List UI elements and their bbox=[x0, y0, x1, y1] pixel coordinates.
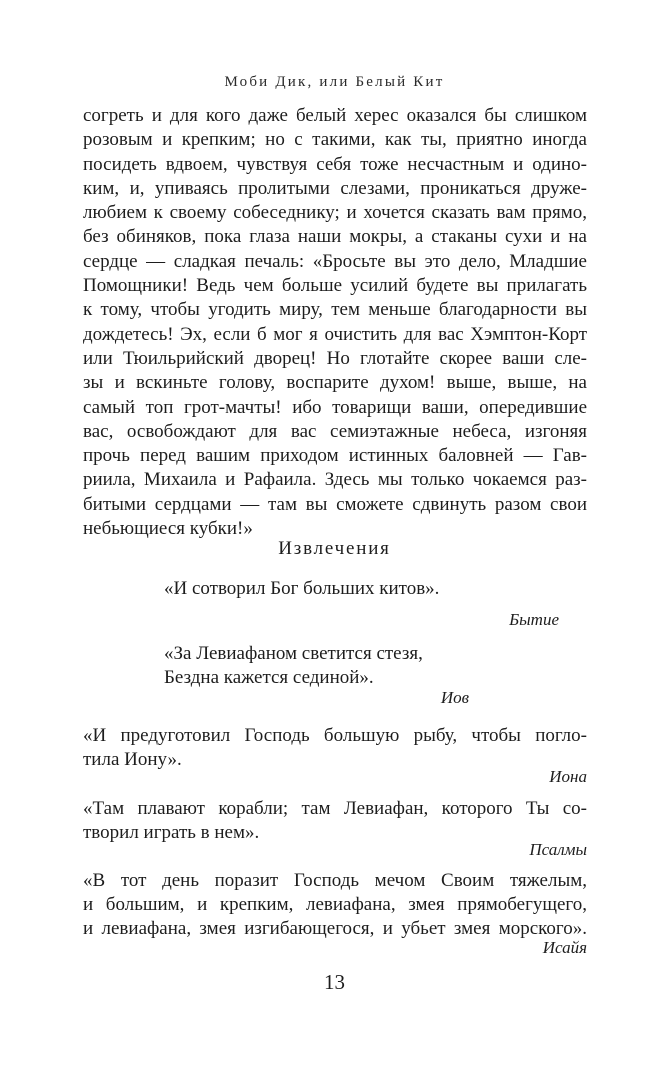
body-line: риила, Михаила и Рафаила. Здесь мы только чокаемся раз- bbox=[83, 469, 587, 491]
epigraph-line: тила Иону». bbox=[83, 749, 182, 770]
epigraph-line: «И предуготовил Господь большую рыбу, чтобы погло- bbox=[83, 725, 587, 746]
epigraph-source: Бытие bbox=[509, 610, 559, 629]
body-line: розовым и крепким; но с такими, как ты, приятно иногда bbox=[83, 129, 587, 151]
epigraph-line: и левиафана, змея изгибающегося, и убьет змея морского». bbox=[83, 918, 587, 939]
body-line: зы и вскиньте голову, воспарите духом! выше, выше, на bbox=[83, 372, 587, 394]
body-line: или Тюильрийский дворец! Но глотайте скорее ваши сле- bbox=[83, 347, 587, 369]
body-line: посидеть вдвоем, чувствуя себя тоже несчастным и одино- bbox=[83, 153, 587, 175]
body-line: сердце — сладкая печаль: «Бросьте вы это дело, Младшие bbox=[83, 250, 587, 272]
epigraph-source: Иов bbox=[440, 688, 469, 707]
body-paragraph bbox=[83, 104, 587, 541]
body-line: битыми сердцами — там вы сможете сдвинуть разом свои bbox=[83, 493, 587, 515]
page-number: 13 bbox=[324, 970, 345, 994]
body-line: небьющиеся кубки!» bbox=[83, 518, 253, 540]
epigraph-line: «За Левиафаном светится стезя, bbox=[164, 643, 423, 664]
epigraph-line: и большим, и крепким, левиафана, змея прямобегущего, bbox=[83, 894, 587, 915]
body-line: самый топ грот-мачты! ибо товарищи ваши, опередившие bbox=[83, 396, 587, 418]
running-head: Моби Дик, или Белый Кит bbox=[224, 74, 445, 90]
body-line: согреть и для кого даже белый херес оказался бы слишком bbox=[83, 105, 587, 126]
body-line: любием к своему собеседнику; и хочется сказать вам прямо, bbox=[83, 202, 587, 224]
body-line: прочь перед вашим приходом истинных баловней — Гав- bbox=[83, 445, 587, 467]
epigraph-line: «И сотворил Бог больших китов». bbox=[164, 578, 440, 599]
epigraph-source: Исайя bbox=[542, 938, 587, 957]
body-line: без обиняков, пока глаза наши мокры, а стаканы сухи и на bbox=[83, 226, 587, 248]
epigraph-line: «Там плавают корабли; там Левиафан, которого Ты со- bbox=[83, 798, 587, 819]
epigraph-source: Псалмы bbox=[529, 840, 587, 859]
body-line: к тому, чтобы угодить миру, тем меньше благодарности вы bbox=[83, 299, 587, 321]
epigraph-line: творил играть в нем». bbox=[83, 822, 260, 843]
body-line: Помощники! Ведь чем больше усилий будете вы прилагать bbox=[83, 275, 587, 297]
epigraph-line: Бездна кажется сединой». bbox=[164, 667, 374, 688]
body-line: дождетесь! Эх, если б мог я очистить для вас Хэмптон-Корт bbox=[83, 323, 587, 345]
epigraph-source: Иона bbox=[549, 767, 587, 786]
epigraph-line: «В тот день поразит Господь мечом Своим тяжелым, bbox=[83, 870, 587, 891]
section-title: Извлечения bbox=[278, 538, 391, 559]
body-line: вас, освобождают для вас семиэтажные небеса, изгоняя bbox=[83, 420, 587, 442]
body-line: ким, и, упиваясь пролитыми слезами, проникаться друже- bbox=[83, 177, 587, 199]
